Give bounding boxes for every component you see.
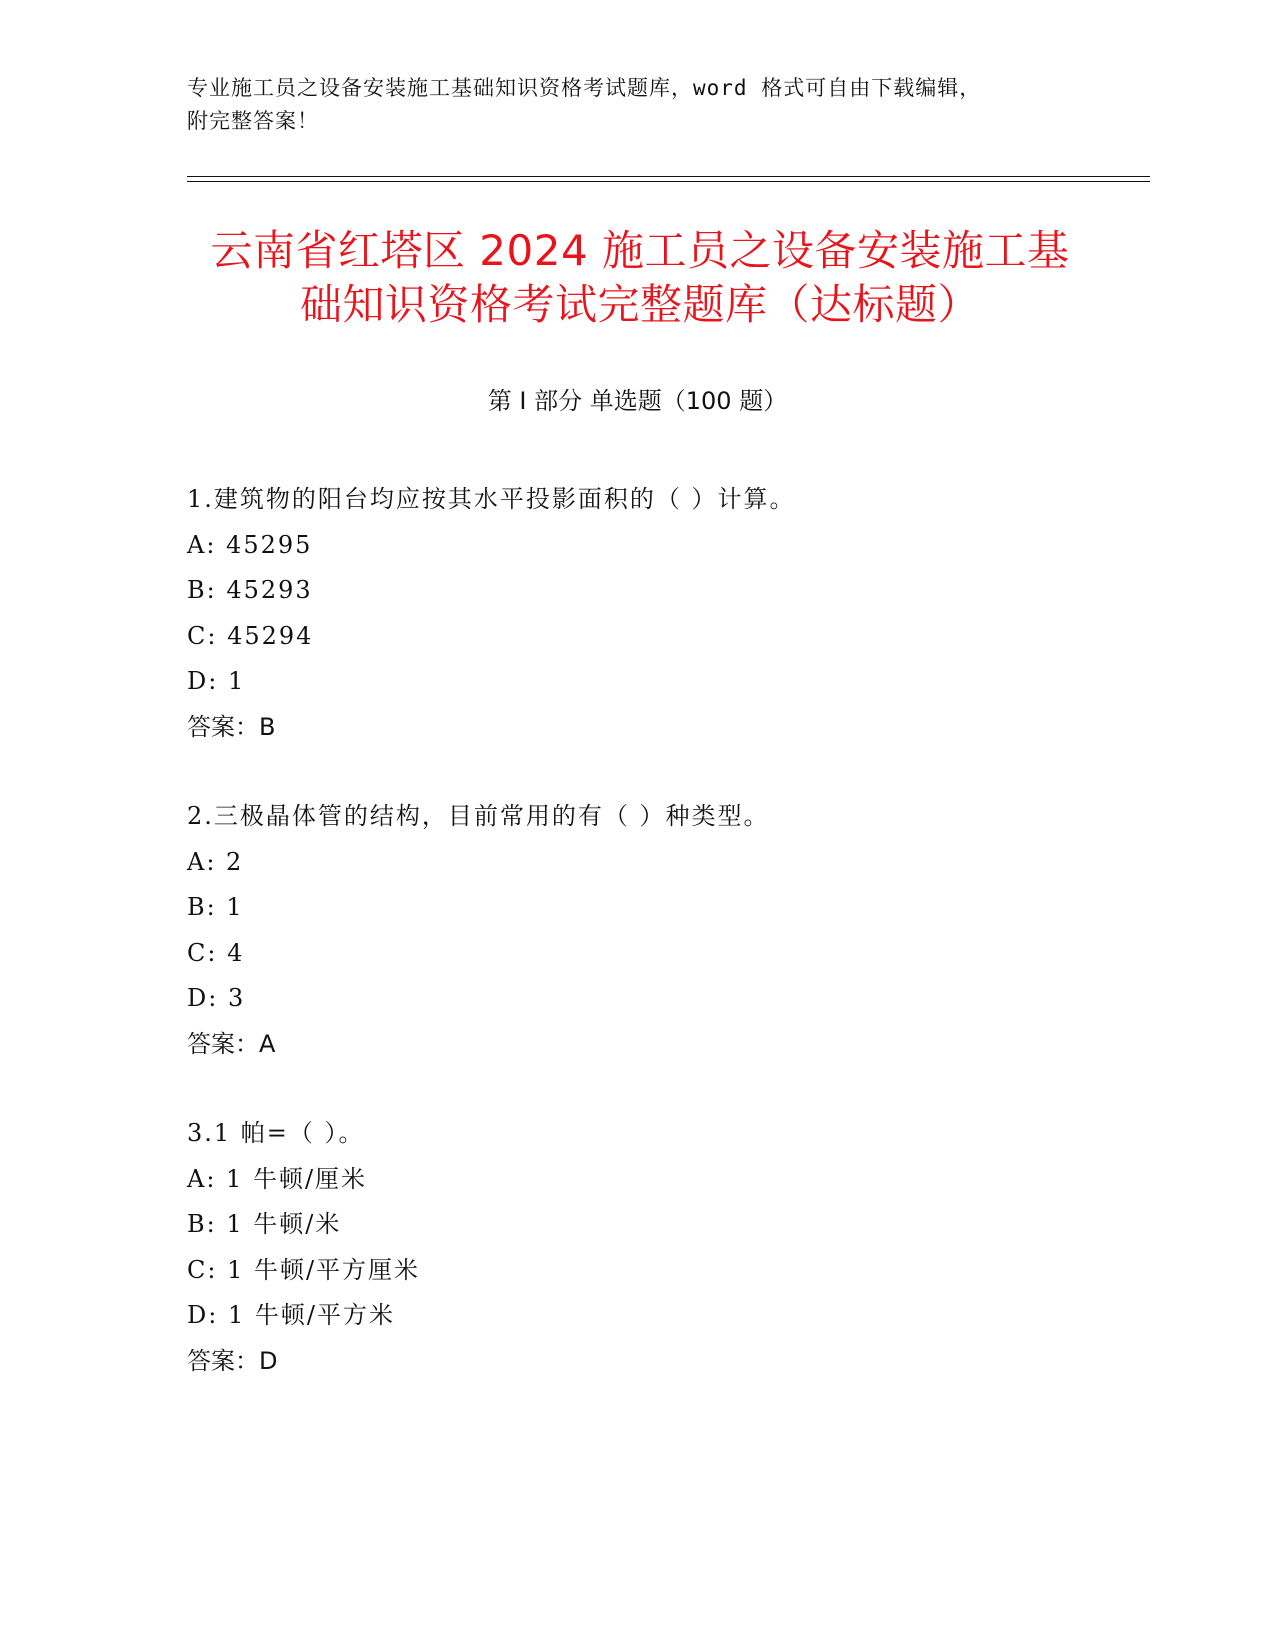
option-b: B: 45293	[187, 576, 313, 604]
answer: 答案：A	[187, 1029, 276, 1058]
option-c: C: 4	[187, 938, 245, 967]
option-c: C: 1 牛顿/平方厘米	[187, 1255, 421, 1284]
option-a: A: 2	[187, 847, 244, 876]
intro-text	[187, 72, 1087, 138]
document-title	[140, 224, 1140, 332]
answer: 答案：D	[187, 1346, 278, 1375]
option-c: C: 45294	[187, 621, 314, 650]
title-line-1: 云南省红塔区 2024 施工员之设备安装施工基	[210, 226, 1070, 275]
option-a: A: 45295	[187, 530, 313, 559]
answer: 答案：B	[187, 712, 276, 741]
question-1	[187, 477, 1137, 750]
header-divider-top	[187, 176, 1150, 177]
option-d: D: 3	[187, 984, 246, 1012]
option-b: B: 1 牛顿/米	[187, 1210, 342, 1238]
option-d: D: 1	[187, 667, 246, 695]
question-text: 2.三极晶体管的结构，目前常用的有（ ）种类型。	[187, 802, 770, 830]
intro-line-1: 专业施工员之设备安装施工基础知识资格考试题库，word 格式可自由下载编辑，	[187, 76, 982, 100]
title-line-2: 础知识资格考试完整题库（达标题）	[299, 280, 980, 329]
header-divider-bottom	[187, 181, 1150, 182]
question-3	[187, 1111, 1137, 1384]
question-2	[187, 794, 1137, 1067]
option-b: B: 1	[187, 893, 244, 921]
question-list	[187, 477, 1137, 1428]
intro-line-2: 附完整答案！	[187, 109, 319, 133]
option-d: D: 1 牛顿/平方米	[187, 1301, 395, 1329]
option-a: A: 1 牛顿/厘米	[187, 1164, 368, 1193]
question-text: 1.建筑物的阳台均应按其水平投影面积的（ ）计算。	[187, 485, 796, 513]
question-text: 3.1 帕=（ ）。	[187, 1119, 365, 1147]
section-heading: 第 I 部分 单选题（100 题）	[487, 387, 788, 415]
